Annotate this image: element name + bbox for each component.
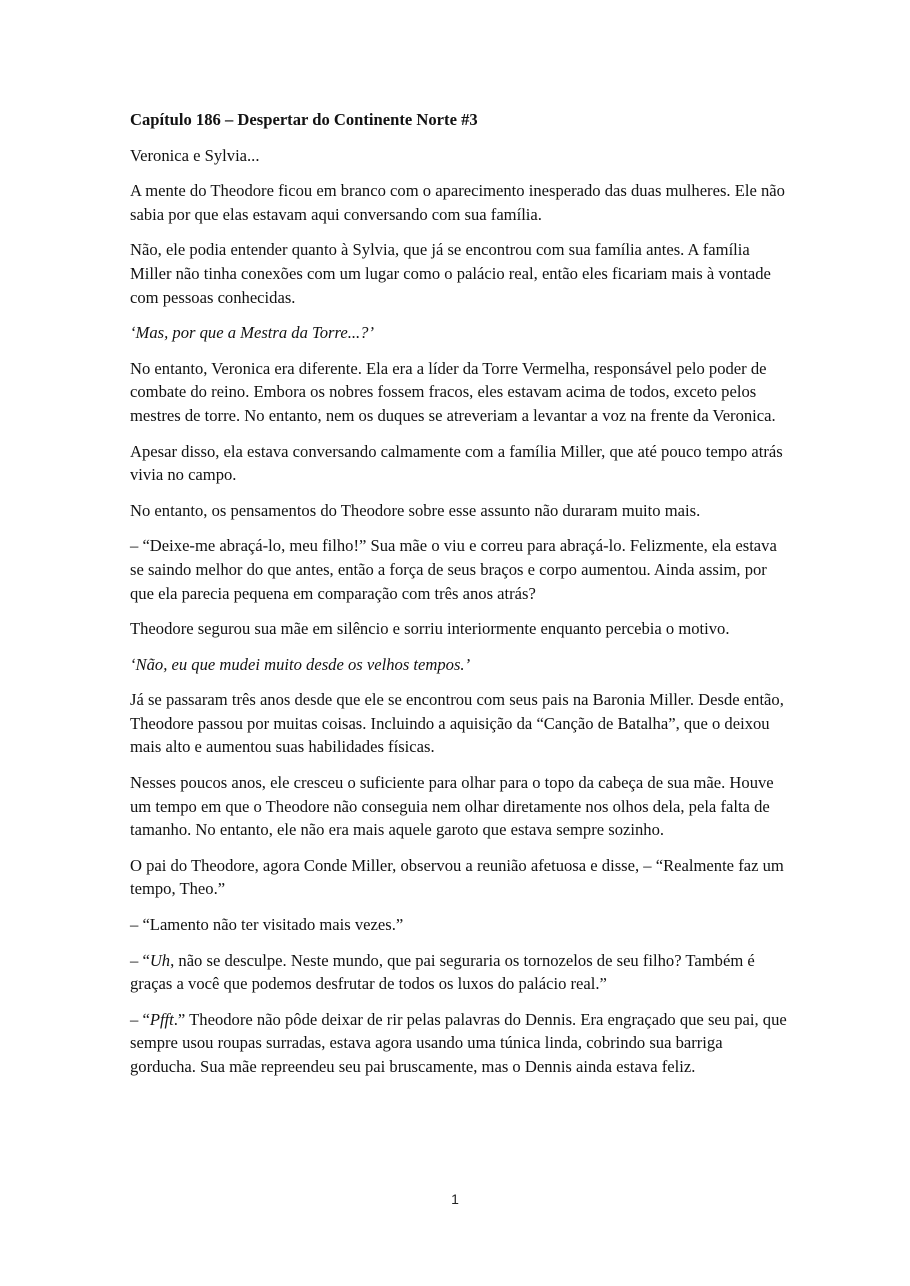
paragraph bbox=[130, 238, 790, 309]
page-number: 1 bbox=[451, 1191, 459, 1207]
paragraph-text: No entanto, os pensamentos do Theodore sobre esse assunto não duraram muito mais. bbox=[130, 500, 701, 520]
paragraph bbox=[130, 771, 790, 842]
paragraph bbox=[130, 913, 790, 937]
paragraph bbox=[130, 617, 790, 641]
paragraph bbox=[130, 688, 790, 759]
paragraph bbox=[130, 144, 790, 168]
paragraph bbox=[130, 321, 790, 345]
paragraph-text: A mente do Theodore ficou em branco com o aparecimento inesperado das duas mulheres. Ele não sabia por que elas estavam aqui conversando com sua família. bbox=[130, 181, 785, 224]
paragraph-text: Já se passaram três anos desde que ele se encontrou com seus pais na Baronia Miller. Desde então, Theodore passou por muitas coisas. Incluindo a aquisição da “Canção de Batalha”, que o deixou mais alto e aumentou suas habilidades físicas. bbox=[130, 690, 784, 757]
paragraph-text: – “Lamento não ter visitado mais vezes.” bbox=[130, 915, 404, 935]
paragraph-text: Theodore segurou sua mãe em silêncio e sorriu interiormente enquanto percebia o motivo. bbox=[130, 619, 730, 639]
italic-text: Pfft bbox=[149, 1009, 174, 1029]
paragraph-text: – “ bbox=[130, 950, 150, 970]
paragraph-text: Apesar disso, ela estava conversando calmamente com a família Miller, que até pouco tempo atrás vivia no campo. bbox=[130, 441, 783, 485]
paragraph bbox=[130, 357, 790, 428]
paragraph-text: O pai do Theodore, agora Conde Miller, observou a reunião afetuosa e disse, – “Realmente faz um tempo, Theo.” bbox=[130, 855, 784, 899]
paragraph-text: No entanto, Veronica era diferente. Ela era a líder da Torre Vermelha, responsável pelo poder de combate do reino. Embora os nobres fossem fracos, eles estavam acima de todos, exceto pelos mestres de torre. No entanto, nem os duques se atreveriam a levantar a voz na frente da Veronica. bbox=[130, 358, 776, 425]
chapter-title: Capítulo 186 – Despertar do Continente Norte #3 bbox=[130, 110, 478, 129]
paragraph-text: , não se desculpe. Neste mundo, que pai seguraria os tornozelos de seu filho? Também é graças a você que podemos desfrutar de todos os luxos do palácio real.” bbox=[130, 950, 755, 994]
paragraph bbox=[130, 854, 790, 901]
paragraph bbox=[130, 534, 790, 605]
paragraph-text: Veronica e Sylvia... bbox=[130, 145, 260, 165]
paragraph bbox=[130, 440, 790, 487]
paragraph-text: – “Deixe-me abraçá-lo, meu filho!” Sua mãe o viu e correu para abraçá-lo. Felizmente, ela estava se saindo melhor do que antes, então a força de seus braços e corpo aumentou. Ainda assim, por que ela parecia pequena em comparação com três anos atrás? bbox=[130, 536, 777, 603]
paragraph bbox=[130, 499, 790, 523]
paragraph-text: – “ bbox=[130, 1009, 150, 1029]
paragraph bbox=[130, 1008, 790, 1079]
italic-text: ‘Mas, por que a Mestra da Torre...?’ bbox=[130, 323, 374, 343]
italic-text: ‘Não, eu que mudei muito desde os velhos tempos.’ bbox=[130, 654, 471, 674]
italic-text: Uh bbox=[149, 950, 171, 970]
paragraph-list bbox=[130, 144, 790, 1079]
document-body bbox=[130, 108, 790, 1091]
paragraph bbox=[130, 653, 790, 677]
paragraph-text: .” Theodore não pôde deixar de rir pelas palavras do Dennis. Era engraçado que seu pai, que sempre usou roupas surradas, estava agora usando uma túnica linda, cobrindo sua barriga gorducha. Sua mãe repreendeu seu pai bruscamente, mas o Dennis ainda estava feliz. bbox=[130, 1009, 787, 1076]
paragraph bbox=[130, 949, 790, 996]
paragraph-text: Não, ele podia entender quanto à Sylvia, que já se encontrou com sua família antes. A família Miller não tinha conexões com um lugar como o palácio real, então eles ficariam mais à vontade com pessoas conhecidas. bbox=[130, 240, 771, 307]
paragraph-text: Nesses poucos anos, ele cresceu o suficiente para olhar para o topo da cabeça de sua mãe. Houve um tempo em que o Theodore não conseguia nem olhar diretamente nos olhos dela, pela falta de tamanho. No entanto, ele não era mais aquele garoto que estava sempre sozinho. bbox=[130, 773, 774, 840]
paragraph bbox=[130, 179, 790, 226]
